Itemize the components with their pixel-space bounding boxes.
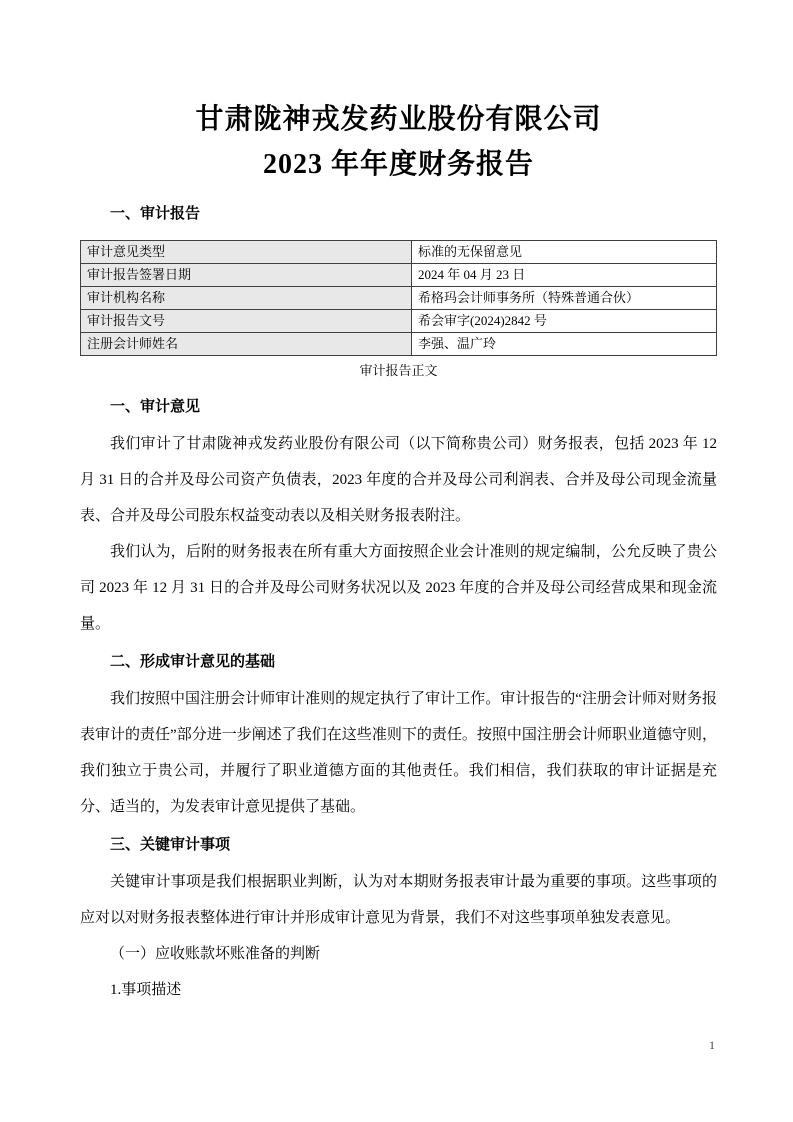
table-cell-value: 2024 年 04 月 23 日	[412, 264, 717, 287]
table-cell-label: 审计报告文号	[81, 310, 412, 333]
section-heading-basis-for-opinion: 二、形成审计意见的基础	[110, 654, 276, 670]
sub-item-matter-description: 1.事项描述	[110, 982, 182, 998]
table-row	[81, 310, 717, 333]
paragraph: 我们审计了甘肃陇神戎发药业股份有限公司（以下简称贵公司）财务报表，包括 2023 年 12 月 31 日的合并及母公司资产负债表，2023 年度的合并及母公司利润表、合并及母公司现金流量表、合并及母公司股东权益变动表以及相关财务报表附注。	[80, 436, 717, 524]
sub-item-receivables-bad-debt: （一）应收账款坏账准备的判断	[110, 946, 321, 962]
table-cell-value: 希格玛会计师事务所（特殊普通合伙）	[412, 287, 717, 310]
table-row	[81, 241, 717, 264]
section-heading-key-audit-matters: 三、关键审计事项	[110, 837, 231, 853]
audit-summary-table	[80, 240, 717, 356]
table-cell-label: 审计报告签署日期	[81, 264, 412, 287]
table-cell-value: 希会审字(2024)2842 号	[412, 310, 717, 333]
table-cell-label: 注册会计师姓名	[81, 333, 412, 356]
page-number: 1	[709, 1038, 715, 1052]
paragraph: 我们按照中国注册会计师审计准则的规定执行了审计工作。审计报告的“注册会计师对财务报表审计的责任”部分进一步阐述了我们在这些准则下的责任。按照中国注册会计师职业道德守则，我们独立于贵公司，并履行了职业道德方面的其他责任。我们相信，我们获取的审计证据是充分、适当的，为发表审计意见提供了基础。	[80, 691, 717, 815]
table-row	[81, 333, 717, 356]
paragraph: 我们认为，后附的财务报表在所有重大方面按照企业会计准则的规定编制，公允反映了贵公司 2023 年 12 月 31 日的合并及母公司财务状况以及 2023 年度的合并及母公司经营成果和现金流量。	[80, 544, 717, 632]
table-row	[81, 264, 717, 287]
table-cell-label: 审计意见类型	[81, 241, 412, 264]
table-caption: 审计报告正文	[359, 363, 438, 378]
document-title-line1: 甘肃陇神戎发药业股份有限公司	[195, 104, 602, 135]
section-heading-audit-opinion: 一、审计意见	[110, 399, 201, 415]
table-cell-label: 审计机构名称	[81, 287, 412, 310]
paragraph: 关键审计事项是我们根据职业判断，认为对本期财务报表审计最为重要的事项。这些事项的应对以对财务报表整体进行审计并形成审计意见为背景，我们不对这些事项单独发表意见。	[80, 874, 717, 926]
section-heading-audit-report: 一、审计报告	[110, 206, 201, 222]
document-title-line2: 2023 年年度财务报告	[262, 149, 534, 180]
table-cell-value: 标准的无保留意见	[412, 241, 717, 264]
table-row	[81, 287, 717, 310]
table-cell-value: 李强、温广玲	[412, 333, 717, 356]
